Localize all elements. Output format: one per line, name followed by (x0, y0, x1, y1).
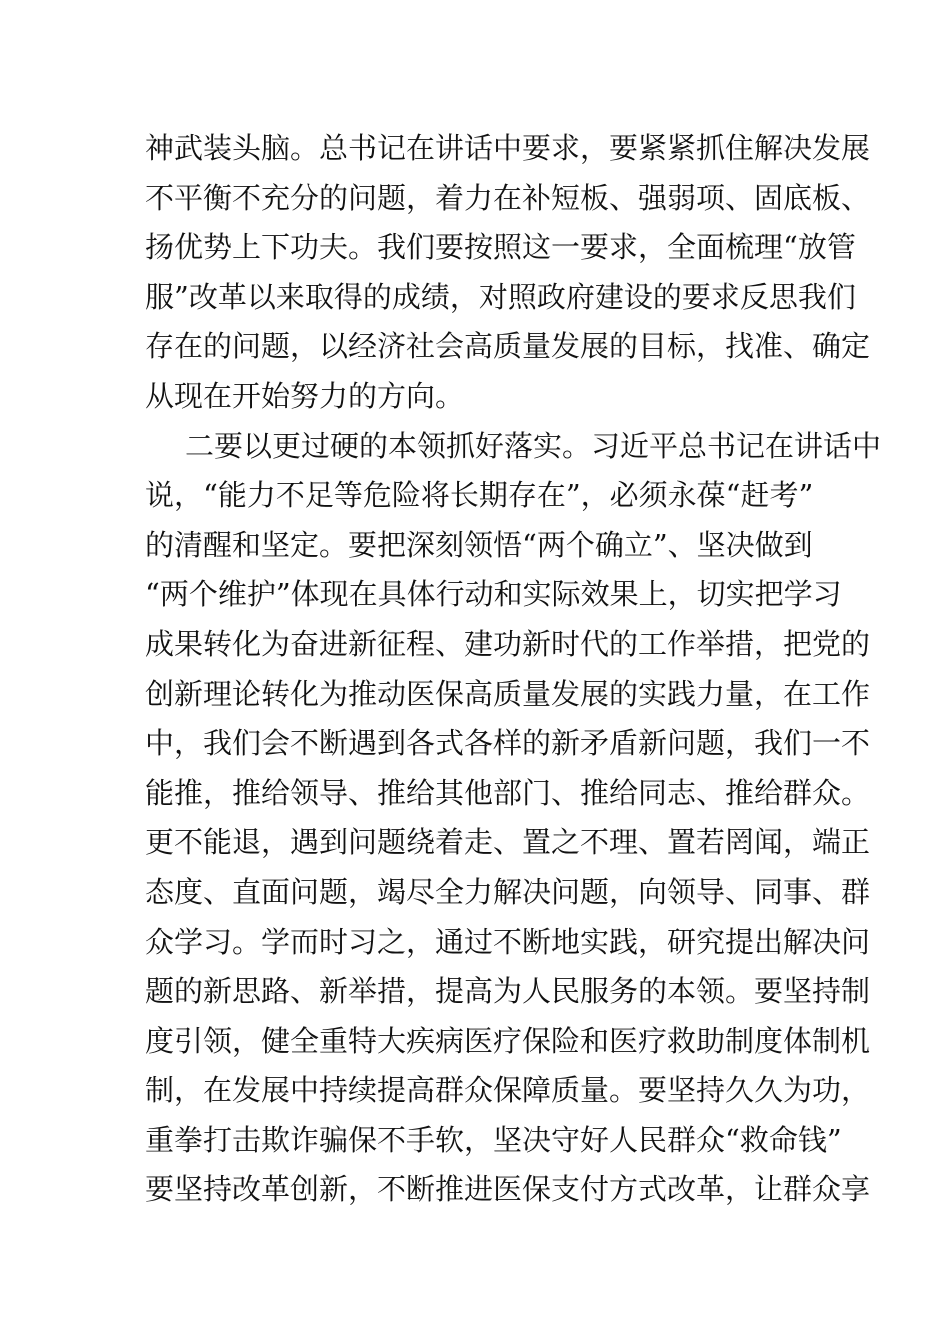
text-line: 态度、直面问题，竭尽全力解决问题，向领导、同事、群 (145, 874, 871, 909)
text-line: 中，我们会不断遇到各式各样的新矛盾新问题，我们一不 (145, 726, 871, 761)
text-line: 服”改革以来取得的成绩，对照政府建设的要求反思我们 (145, 279, 856, 314)
text-line: 能推，推给领导、推给其他部门、推给同志、推给群众。 (145, 775, 871, 810)
text-line: 创新理论转化为推动医保高质量发展的实践力量，在工作 (145, 676, 871, 711)
text-line: 说，“能力不足等危险将长期存在”，必须永葆“赶考” (145, 478, 814, 513)
text-line: 度引领，健全重特大疾病医疗保险和医疗救助制度体制机 (145, 1023, 871, 1058)
text-line: 的清醒和坚定。要把深刻领悟“两个确立”、坚决做到 (145, 527, 813, 562)
text-line: 不平衡不充分的问题，着力在补短板、强弱项、固底板、 (145, 180, 871, 215)
text-line: 存在的问题，以经济社会高质量发展的目标，找准、确定 (145, 329, 871, 364)
text-line: 制，在发展中持续提高群众保障质量。要坚持久久为功， (145, 1073, 871, 1108)
text-line: 神武装头脑。总书记在讲话中要求，要紧紧抓住解决发展 (145, 131, 871, 165)
text-line: 重拳打击欺诈骗保不手软，坚决守好人民群众“救命钱” (145, 1122, 842, 1157)
text-line: 要坚持改革创新，不断推进医保支付方式改革，让群众享 (145, 1172, 871, 1207)
text-line: 成果转化为奋进新征程、建功新时代的工作举措，把党的 (145, 626, 871, 661)
text-line: 扬优势上下功夫。我们要按照这一要求，全面梳理“放管 (145, 230, 856, 265)
paragraph-start-line: 二要以更过硬的本领抓好落实。习近平总书记在讲话中 (185, 428, 882, 463)
body-text (145, 124, 882, 1215)
text-line: 从现在开始努力的方向。 (145, 378, 465, 413)
text-line: “两个维护”体现在具体行动和实际效果上，切实把学习 (145, 577, 842, 612)
text-line: 众学习。学而时习之，通过不断地实践，研究提出解决问 (145, 924, 871, 959)
text-line: 更不能退，遇到问题绕着走、置之不理、置若罔闻，端正 (145, 825, 871, 860)
text-line: 题的新思路、新举措，提高为人民服务的本领。要坚持制 (145, 974, 871, 1009)
